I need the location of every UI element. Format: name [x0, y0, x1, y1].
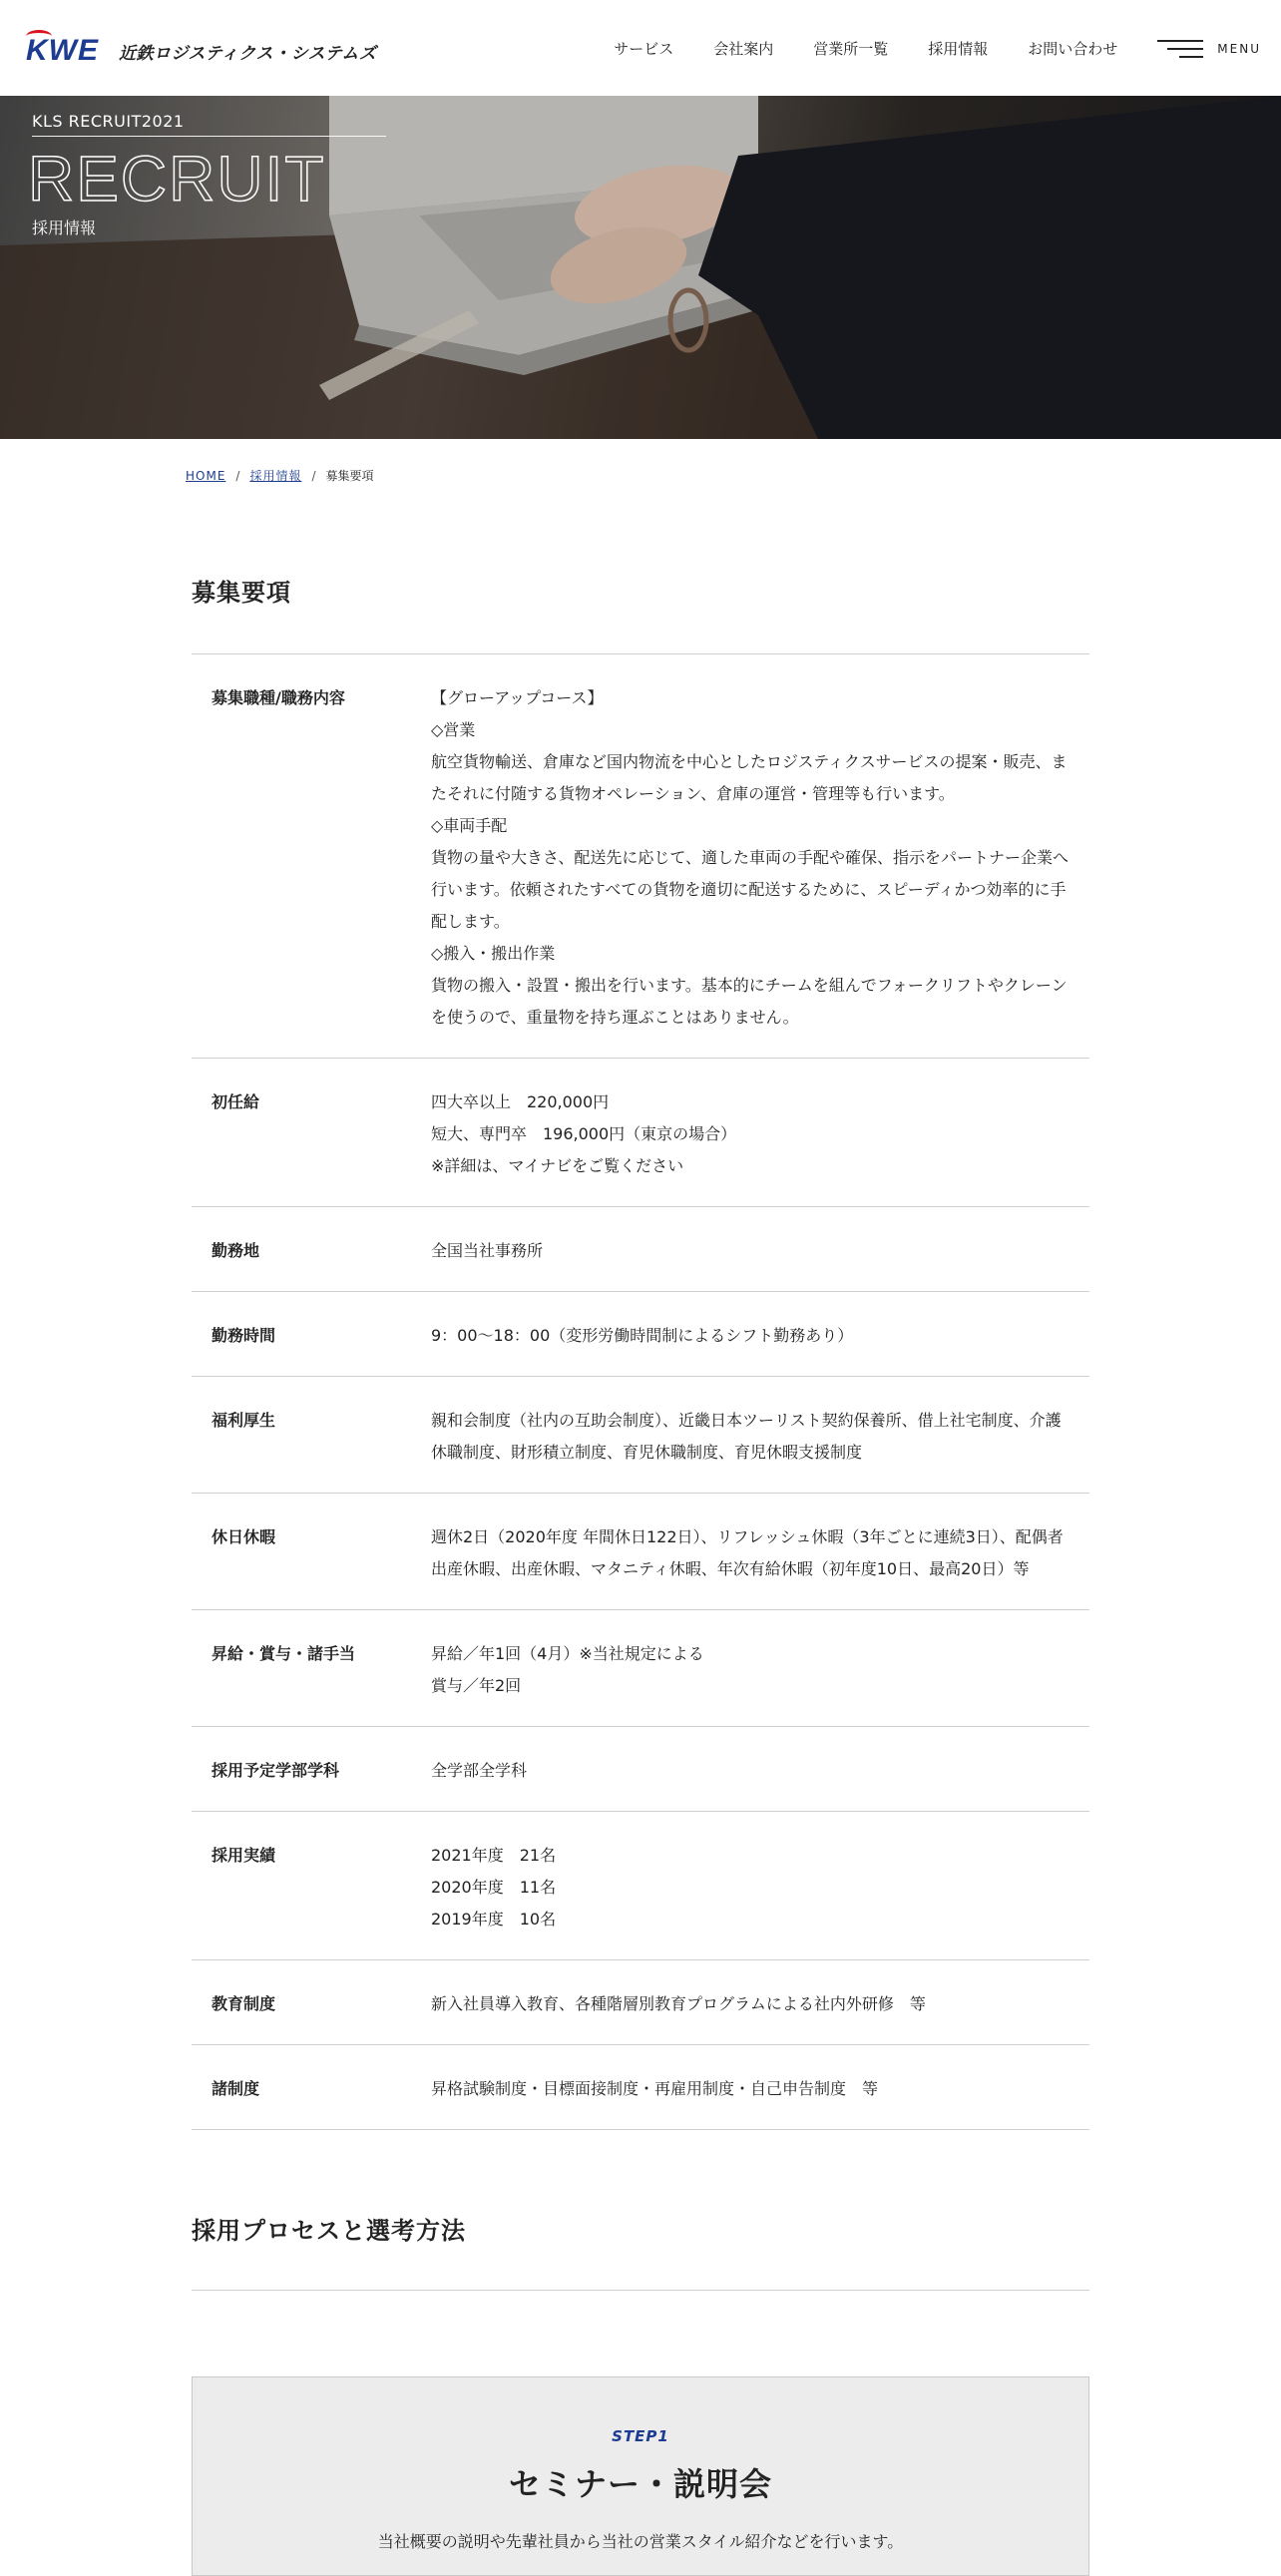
row-value-line: 昇給／年1回（4月）※当社規定による [431, 1644, 704, 1663]
row-value-line: 全国当社事務所 [431, 1241, 544, 1260]
row-value [431, 1320, 1069, 1352]
hamburger-icon [1157, 40, 1203, 58]
nav-services[interactable]: サービス [614, 40, 674, 58]
row-label: 諸制度 [212, 2079, 260, 2098]
row-value [431, 1235, 1069, 1267]
breadcrumb-separator: / [235, 468, 240, 483]
row-value [431, 1755, 1069, 1787]
row-label: 勤務時間 [212, 1326, 276, 1345]
logo-swoosh-icon [26, 30, 52, 43]
table-row [192, 1610, 1089, 1727]
row-label: 募集職種/職務内容 [212, 688, 345, 707]
row-label: 昇給・賞与・諸手当 [212, 1644, 356, 1663]
row-value-line: 全学部全学科 [431, 1761, 528, 1780]
table-row [192, 1494, 1089, 1610]
logo-mark-text: KWE [26, 34, 99, 67]
breadcrumb [186, 467, 374, 484]
row-value [431, 682, 1069, 1034]
process-title: 採用プロセスと選考方法 [192, 2217, 466, 2245]
breadcrumb-separator: / [311, 468, 316, 483]
requirements-table [192, 653, 1089, 2130]
logo-company-name: 近鉄ロジスティクス・システムズ [119, 43, 377, 64]
requirements-section [192, 573, 1089, 2130]
row-value-line: 週休2日（2020年度 年間休日122日）、リフレッシュ休暇（3年ごとに連続3日）、配偶者出産休暇、出産休暇、マタニティ休暇、年次有給休暇（初年度10日、最高20日）等 [431, 1527, 1064, 1578]
table-row [192, 2045, 1089, 2130]
row-label: 採用予定学部学科 [212, 1761, 340, 1780]
menu-label: MENU [1217, 41, 1261, 56]
hero-divider [32, 136, 386, 137]
row-value-line: 貨物の搬入・設置・搬出を行います。基本的にチームを組んでフォークリフトやクレーンを使うので、重量物を持ち運ぶことはありません。 [431, 976, 1068, 1027]
row-value-line: ※詳細は、マイナビをご覧ください [431, 1156, 684, 1175]
menu-button[interactable] [1157, 40, 1261, 58]
row-value-line: 短大、専門卒 196,000円（東京の場合） [431, 1124, 737, 1143]
row-value-line: 貨物の量や大きさ、配送先に応じて、適した車両の手配や確保、指示をパートナー企業へ行います。依頼されたすべての貨物を適切に配送するために、スピーディかつ効率的に手配します。 [431, 848, 1069, 931]
row-label: 教育制度 [212, 1994, 276, 2013]
row-value [431, 1405, 1069, 1469]
nav-contact[interactable]: お問い合わせ [1028, 40, 1118, 58]
row-value [431, 2073, 1069, 2105]
row-value-line: 9：00〜18：00（変形労働時間制によるシフト勤務あり） [431, 1326, 854, 1345]
table-row [192, 1207, 1089, 1292]
table-row [192, 1812, 1089, 1960]
hero-title: RECRUIT [28, 143, 326, 215]
row-value-line: ◇車両手配 [431, 816, 508, 835]
nav-offices[interactable]: 営業所一覧 [813, 40, 889, 58]
row-value-line: 四大卒以上 220,000円 [431, 1092, 610, 1111]
logo-mark [26, 34, 99, 68]
table-row [192, 1377, 1089, 1494]
row-value-line: 【グローアップコース】 [431, 688, 604, 707]
kwe-logo[interactable] [26, 34, 376, 68]
table-row [192, 1059, 1089, 1207]
hero-banner [0, 96, 1281, 439]
step-description: 当社概要の説明や先輩社員から当社の営業スタイル紹介などを行います。 [377, 2532, 904, 2551]
breadcrumb-home[interactable]: HOME [186, 468, 226, 483]
global-nav [614, 38, 1281, 59]
row-value [431, 1840, 1069, 1935]
breadcrumb-current: 募集要項 [325, 469, 374, 483]
row-value [431, 1988, 1069, 2020]
row-value [431, 1521, 1069, 1585]
table-row [192, 1292, 1089, 1377]
row-value [431, 1086, 1069, 1182]
row-label: 福利厚生 [212, 1411, 276, 1430]
step-card [192, 2376, 1089, 2576]
row-value-line: 2019年度 10名 [431, 1910, 557, 1929]
row-value-line: 2020年度 11名 [431, 1878, 557, 1897]
nav-recruit[interactable]: 採用情報 [928, 40, 989, 58]
process-divider [192, 2290, 1089, 2291]
row-value-line: 昇格試験制度・目標面接制度・再雇用制度・自己申告制度 等 [431, 2079, 879, 2098]
row-value-line: ◇搬入・搬出作業 [431, 944, 556, 963]
row-value-line: 2021年度 21名 [431, 1846, 557, 1865]
process-section [192, 2211, 1089, 2576]
breadcrumb-recruit[interactable]: 採用情報 [249, 469, 302, 483]
row-value-line: 親和会制度（社内の互助会制度）、近畿日本ツーリスト契約保養所、借上社宅制度、介護休職制度、財形積立制度、育児休職制度、育児休暇支援制度 [431, 1411, 1062, 1462]
hero-subtitle: 採用情報 [32, 218, 97, 237]
row-value-line: 新入社員導入教育、各種階層別教育プログラムによる社内外研修 等 [431, 1994, 926, 2013]
row-value-line: 航空貨物輸送、倉庫など国内物流を中心としたロジスティクスサービスの提案・販売、またそれに付随する貨物オペレーション、倉庫の運営・管理等も行います。 [431, 752, 1068, 803]
hero-eyebrow: KLS RECRUIT2021 [32, 112, 185, 131]
row-label: 初任給 [212, 1092, 260, 1111]
table-row [192, 1727, 1089, 1812]
row-value-line: 賞与／年2回 [431, 1676, 522, 1695]
row-label: 採用実績 [212, 1846, 276, 1865]
step-title: セミナー・説明会 [508, 2465, 772, 2503]
row-label: 勤務地 [212, 1241, 260, 1260]
site-header [0, 0, 1281, 96]
row-value [431, 1638, 1069, 1702]
table-row [192, 1960, 1089, 2045]
row-value-line: ◇営業 [431, 720, 476, 739]
table-row [192, 654, 1089, 1059]
requirements-title: 募集要項 [192, 579, 291, 607]
step-label: STEP1 [612, 2427, 669, 2445]
row-label: 休日休暇 [212, 1527, 276, 1546]
nav-company[interactable]: 会社案内 [713, 40, 774, 58]
